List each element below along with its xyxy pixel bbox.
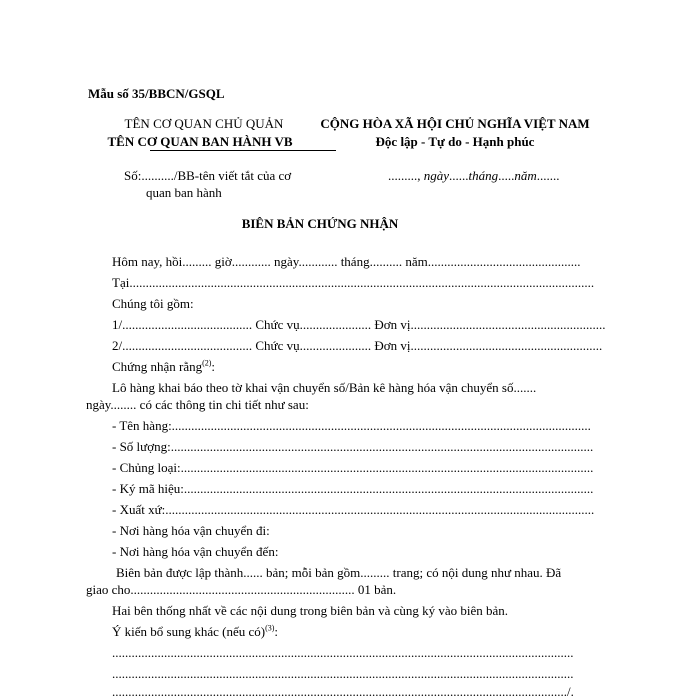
blank-line-3: ............................................................................................................................................/. xyxy=(112,684,574,699)
line-other-opinion xyxy=(112,624,278,640)
line-goods-name: - Tên hàng:................................................................................................................................. xyxy=(112,418,591,433)
form-code: Mẫu số 35/BBCN/GSQL xyxy=(88,86,225,101)
line-lot-2: ngày........ có các thông tin chi tiết như sau: xyxy=(86,397,309,412)
line-from-place: - Nơi hàng hóa vận chuyển đi: xyxy=(112,523,270,538)
document-number-issuer: quan ban hành xyxy=(146,185,222,200)
line-today: Hôm nay, hồi......... giờ............ ngày............ tháng.......... năm............................................... xyxy=(112,254,581,269)
day-blank: ...... xyxy=(449,168,469,183)
footnote-3: (3) xyxy=(265,623,275,633)
agency-underline xyxy=(150,150,336,151)
document-number: Số:........../BB-tên viết tắt của cơ xyxy=(124,168,292,183)
blank-line-1: .............................................................................................................................................. xyxy=(112,645,574,660)
certify-colon: : xyxy=(211,359,216,374)
date-label-month: tháng xyxy=(468,168,499,183)
line-quantity: - Số lượng:.................................................................................................................................. xyxy=(112,439,594,454)
line-person-2: 2/........................................ Chức vụ...................... Đơn vị........................................................... xyxy=(112,338,603,353)
date-label-day: ngày xyxy=(423,168,450,183)
certify-text: Chứng nhận rằng xyxy=(112,359,203,374)
place-date xyxy=(388,168,560,184)
line-type: - Chủng loại:............................................................................................................................... xyxy=(112,460,594,475)
line-person-1: 1/........................................ Chức vụ...................... Đơn vị............................................................ xyxy=(112,317,606,332)
place-blank: ........., xyxy=(388,168,421,183)
line-we-include: Chúng tôi gồm: xyxy=(112,296,194,311)
date-label-year: năm xyxy=(514,168,537,183)
footnote-2: (2) xyxy=(202,358,212,368)
month-blank: ..... xyxy=(498,168,515,183)
line-certify xyxy=(112,359,215,375)
line-marks: - Ký mã hiệu:.............................................................................................................................. xyxy=(112,481,594,496)
nation-line-1: CỘNG HÒA XÃ HỘI CHỦ NGHĨA VIỆT NAM xyxy=(320,116,590,131)
agency-line-2: TÊN CƠ QUAN BAN HÀNH VB xyxy=(107,134,293,149)
line-agree: Hai bên thống nhất về các nội dung trong biên bản và cùng ký vào biên bản. xyxy=(112,603,509,618)
document-title: BIÊN BẢN CHỨNG NHẬN xyxy=(241,216,399,231)
line-origin: - Xuất xứ:.................................................................................................................................... xyxy=(112,502,595,517)
blank-line-2: .............................................................................................................................................. xyxy=(112,666,574,681)
nation-line-2: Độc lập - Tự do - Hạnh phúc xyxy=(375,134,535,149)
line-lot-1: Lô hàng khai báo theo tờ khai vận chuyển số/Bản kê hàng hóa vận chuyển số....... xyxy=(112,380,537,395)
line-made-1: Biên bản được lập thành...... bản; mỗi bản gồm......... trang; có nội dung như nhau. Đã xyxy=(116,565,562,580)
line-location: Tại............................................................................................................................................... xyxy=(112,275,595,290)
agency-line-1: TÊN CƠ QUAN CHỦ QUẢN xyxy=(124,116,284,131)
other-opinion-text: Ý kiến bổ sung khác (nếu có) xyxy=(112,624,266,639)
year-blank: ....... xyxy=(536,168,560,183)
other-opinion-colon: : xyxy=(274,624,279,639)
line-made-2: giao cho..................................................................... 01 bản. xyxy=(86,582,397,597)
line-to-place: - Nơi hàng hóa vận chuyển đến: xyxy=(112,544,279,559)
